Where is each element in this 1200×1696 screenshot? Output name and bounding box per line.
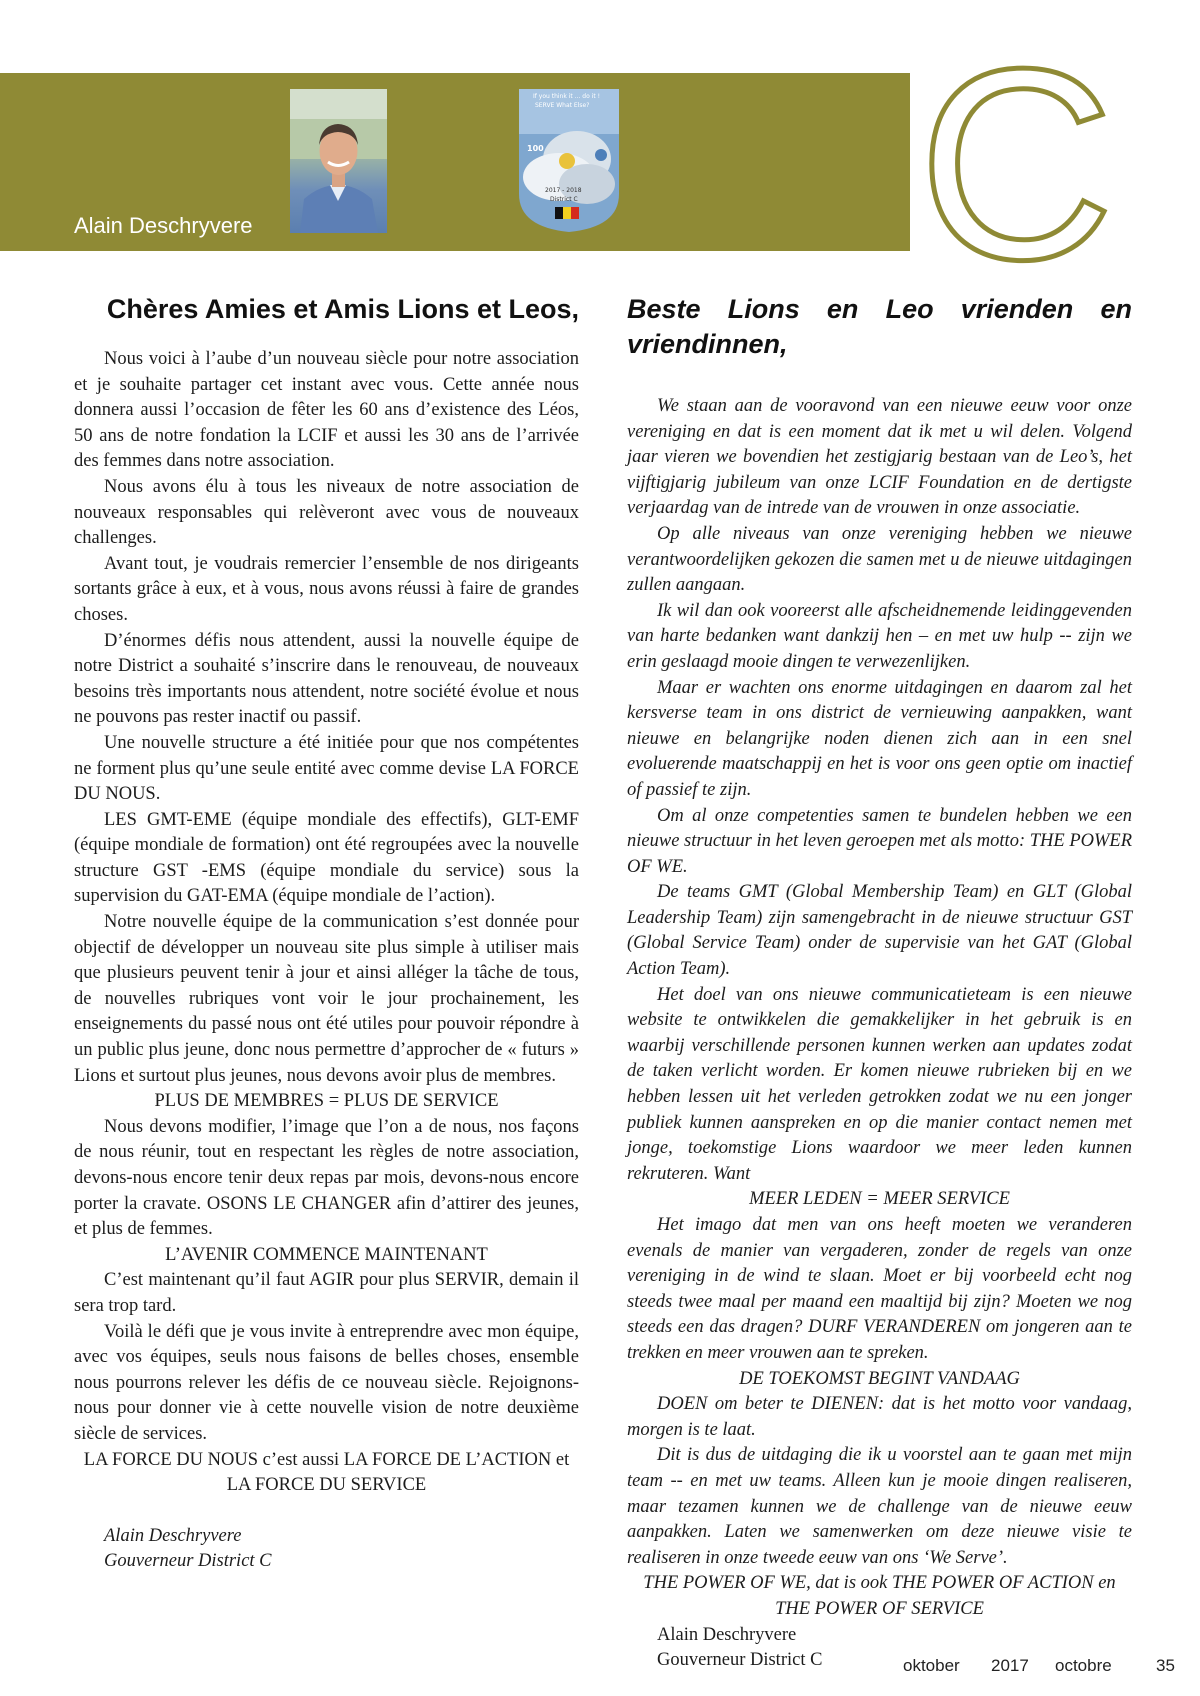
paragraph: We staan aan de vooravond van een nieuwe eeuw voor onze vereniging en dat is een moment dat ik met u wil delen. Volgend jaar vieren we bovendien het zestigjarig bestaan van de Leo’s, het vijftigjarig jubileum van onze LCIF Foundation en de dertigste verjaardag van de intrede van de vrouwen in onze associatie. (627, 396, 1132, 519)
slogan: DE TOEKOMST BEGINT VANDAAG (739, 1368, 1020, 1389)
signature-title: Gouverneur District C (657, 1650, 823, 1671)
badge-years: 2017 - 2018 (545, 187, 582, 194)
district-letter: C (918, 12, 1115, 316)
slogan: PLUS DE MEMBRES = PLUS DE SERVICE (154, 1091, 499, 1112)
dutch-column (627, 292, 1132, 1674)
paragraph: C’est maintenant qu’il faut AGIR pour plus SERVIR, demain il sera trop tard. (74, 1270, 579, 1316)
footer-month-fr: octobre (1055, 1656, 1112, 1675)
page-number: 35 (1156, 1656, 1175, 1675)
slogan: L’AVENIR COMMENCE MAINTENANT (165, 1244, 488, 1265)
paragraph: Notre nouvelle équipe de la communication s’est donnée pour objectif de développer un nouveau site plus simple à utiliser mais que plusieurs peuvent tenir à jour et ainsi alléger la tâche de tous, de nouvelles rubriques vont voir le jour prochainement, les enseignements du passé nous ont été utiles pour pouvoir répondre à un public plus jeune, donc nous permettre d’approcher de « futurs » Lions et surtout plus jeunes, nous devons avoir plus de membres. (74, 912, 579, 1086)
paragraph: Voilà le défi que je vous invite à entreprendre avec mon équipe, avec vos équipes, seuls nous faisons de belles choses, ensemble nous pourrons relever les défis de ce nouveau siècle. Rejoignons-nous pour donner vie à cette nouvelle vision de notre deuxième siècle de services. (74, 1321, 579, 1444)
footer-year: 2017 (991, 1656, 1029, 1675)
paragraph: Het doel van ons nieuwe communicatieteam is een nieuwe website te ontwikkelen die gemakkelijker in het gebruik is en waarbij verschillende personen kunnen werken aan updates zodat de taken verlicht worden. Er komen nieuwe rubrieken bij en we hebben lessen uit het verleden getrokken zodat we nu een jonger publiek kunnen aanspreken en op die manier contact nemen met jonge, toekomstige Lions waardoor we meer leden kunnen rekruteren. Want (627, 984, 1132, 1184)
french-title: Chères Amies et Amis Lions et Leos, (106, 294, 579, 324)
author-photo (290, 89, 387, 233)
paragraph: DOEN om beter te DIENEN: dat is het motto voor vandaag, morgen is te laat. (627, 1394, 1132, 1440)
paragraph: Nous voici à l’aube d’un nouveau siècle pour notre association et je souhaite partager cet instant avec vous. Cette année nous donnera aussi l’occasion de fêter les 60 ans d’existence des Léos, 50 ans de notre fondation la LCIF et aussi les 30 ans de l’arrivée des femmes dans notre association. (74, 349, 579, 472)
signature-name: Alain Deschryvere (104, 1525, 242, 1546)
badge-district: District C (550, 196, 578, 203)
dutch-title: Beste Lions en Leo vrienden en vriendinnen, (627, 294, 1132, 359)
paragraph: LES GMT-EME (équipe mondiale des effectifs), GLT-EMF (équipe mondiale de formation) ont été regroupées avec la nouvelle structure GST -EMS (équipe mondiale du service) sous la supervision du GAT-EMA (équipe mondiale de l’action). (74, 809, 579, 907)
signature-title: Gouverneur District C (104, 1551, 272, 1572)
paragraph: Het imago dat men van ons heeft moeten we veranderen evenals de manier van vergaderen, zonder de regels van onze vereniging in de wind te slaan. Moet er bij voorbeeld echt nog steeds twee maal per maand een maaltijd bij zijn? Moeten we nog steeds een das dragen? DURF VERANDEREN om jongeren aan te trekken en meer vrouwen aan te spreken. (627, 1215, 1132, 1363)
signature-name: Alain Deschryvere (657, 1624, 797, 1645)
badge-slogan: If you think it ... do it ! (533, 93, 601, 100)
slogan: MEER LEDEN = MEER SERVICE (749, 1189, 1010, 1210)
paragraph: Maar er wachten ons enorme uitdagingen en daarom zal het kersverse team in ons district de vernieuwing aanpakken, want nieuwe en belangrijke noden dienen zich aan in een snel evoluerende maatschappij en het is voor ons geen optie om inactief of passief te zijn. (627, 677, 1132, 800)
district-badge-logo (517, 89, 621, 232)
paragraph: Avant tout, je voudrais remercier l’ensemble de nos dirigeants sortants grâce à eux, et à vous, nous avons réussi à faire de grandes choses. (74, 553, 579, 625)
paragraph: Nous devons modifier, l’image que l’on a de nous, nos façons de nous réunir, tout en respectant les règles de notre association, devons-nous encore tenir deux repas par mois, devons-nous encore porter la cravate. OSONS LE CHANGER afin d’attirer des jeunes, et plus de femmes. (74, 1116, 579, 1240)
badge-serve-text: SERVE What Else? (535, 102, 590, 109)
paragraph: Op alle niveaus van onze vereniging hebben we nieuwe verantwoordelijken gekozen die samen met u de nieuwe uitdagingen zullen aangaan. (627, 523, 1132, 596)
closing-motto: THE POWER OF WE, dat is ook THE POWER OF ACTION en THE POWER OF SERVICE (643, 1573, 1116, 1619)
paragraph: De teams GMT (Global Membership Team) en GLT (Global Leadership Team) zijn samengebracht in de nieuwe structuur GST (Global Service Team) onder de supervisie van het GAT (Global Action Team). (627, 882, 1132, 980)
footer-month-nl: oktober (903, 1656, 960, 1675)
french-column (74, 292, 579, 1575)
badge-centennial: 100 (527, 144, 544, 153)
paragraph: Ik wil dan ook vooreerst alle afscheidnemende leidinggevenden van harte bedanken want dankzij hen – en met uw hulp -- zijn we erin geslaagd mooie dingen te verwezenlijken. (627, 600, 1132, 672)
paragraph: Nous avons élu à tous les niveaux de notre association de nouveaux responsables qui relèveront avec vous de nouveaux challenges. (74, 476, 579, 549)
paragraph: Dit is dus de uitdaging die ik u voorstel aan te gaan met mijn team -- en met uw teams. Alleen kun je mooie dingen realiseren, maar tezamen kunnen we de challenge van de nieuwe eeuw aanpakken. Laten we samenwerken om deze nieuwe visie te realiseren in onze tweede eeuw van ons ‘We Serve’. (627, 1445, 1132, 1568)
closing-motto: LA FORCE DU NOUS c’est aussi LA FORCE DE L’ACTION et LA FORCE DU SERVICE (83, 1449, 570, 1496)
paragraph: Om al onze competenties samen te bundelen hebben we een nieuwe structuur in het leven geroepen met als motto: THE POWER OF WE. (627, 805, 1132, 877)
paragraph: D’énormes défis nous attendent, aussi la nouvelle équipe de notre District a souhaité s’inscrire dans le renouveau, de nouveaux besoins très importants nous attendent, notre société évolue et nous ne pouvons pas rester inactif ou passif. (74, 630, 579, 728)
author-name: Alain Deschryvere (74, 213, 253, 238)
paragraph: Une nouvelle structure a été initiée pour que nos compétentes ne forment plus qu’une seule entité avec comme devise LA FORCE DU NOUS. (74, 732, 579, 805)
